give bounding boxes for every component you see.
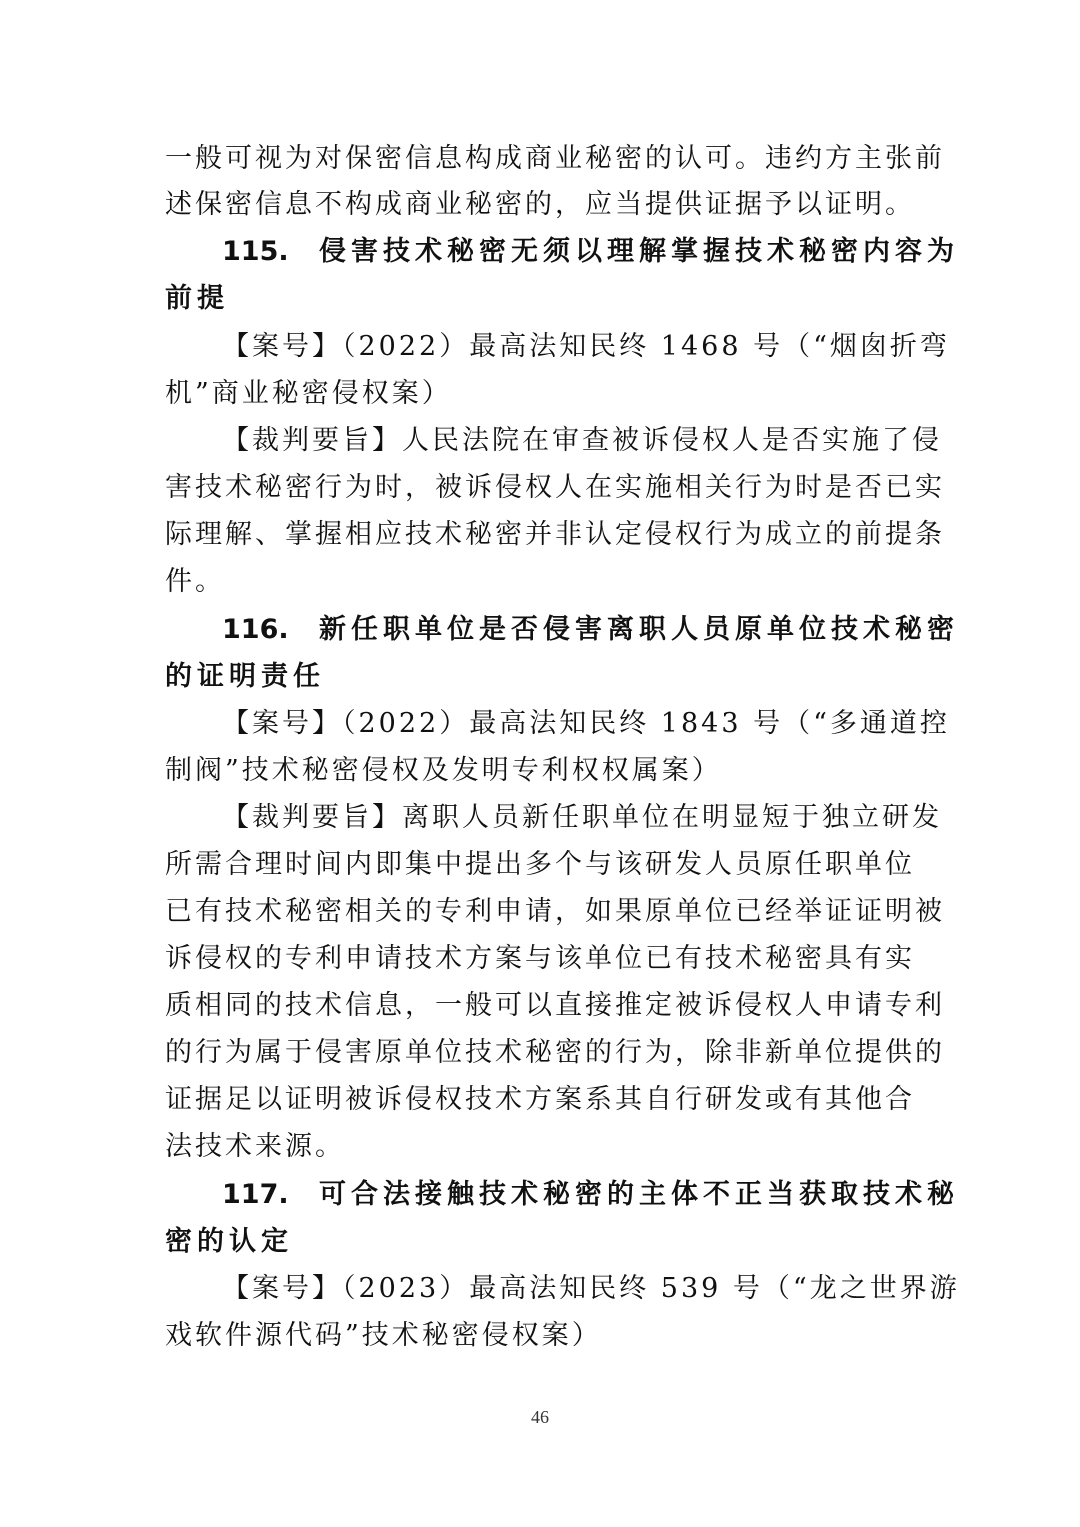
section-heading-115 <box>222 229 959 275</box>
section-title-line: 侵害技术秘密无须以理解掌握技术秘密内容为 <box>319 236 959 267</box>
text-line: 一般可视为对保密信息构成商业秘密的认可。违约方主张前 <box>165 143 945 174</box>
section-title-line: 密的认定 <box>165 1226 293 1257</box>
section-title-line: 前提 <box>165 283 229 314</box>
case-number-line: 【案号】（2023）最高法知民终 539 号（“龙之世界游 <box>222 1273 960 1304</box>
section-heading-117 <box>222 1172 959 1218</box>
section-title-line: 可合法接触技术秘密的主体不正当获取技术秘 <box>319 1179 959 1210</box>
ruling-gist-line: 【裁判要旨】离职人员新任职单位在明显短于独立研发 <box>222 802 942 833</box>
case-number-line: 【案号】（2022）最高法知民终 1843 号（“多通道控 <box>222 708 950 739</box>
ruling-gist-line: 的行为属于侵害原单位技术秘密的行为，除非新单位提供的 <box>165 1037 945 1068</box>
ruling-gist-line: 法技术来源。 <box>165 1131 345 1162</box>
ruling-gist-line: 际理解、掌握相应技术秘密并非认定侵权行为成立的前提条 <box>165 519 945 550</box>
section-number: 115. <box>222 236 289 267</box>
ruling-gist-line: 诉侵权的专利申请技术方案与该单位已有技术秘密具有实 <box>165 943 915 974</box>
section-title-line: 新任职单位是否侵害离职人员原单位技术秘密 <box>319 614 959 645</box>
ruling-gist-line: 【裁判要旨】人民法院在审查被诉侵权人是否实施了侵 <box>222 425 942 456</box>
ruling-gist-line: 所需合理时间内即集中提出多个与该研发人员原任职单位 <box>165 849 915 880</box>
case-number-line: 戏软件源代码”技术秘密侵权案） <box>165 1320 602 1351</box>
ruling-gist-line: 已有技术秘密相关的专利申请，如果原单位已经举证证明被 <box>165 896 945 927</box>
ruling-gist-line: 件。 <box>165 566 225 597</box>
section-title-line: 的证明责任 <box>165 661 325 692</box>
case-number-line: 制阀”技术秘密侵权及发明专利权权属案） <box>165 755 722 786</box>
ruling-gist-line: 害技术秘密行为时，被诉侵权人在实施相关行为时是否已实 <box>165 472 945 503</box>
case-number-line: 机”商业秘密侵权案） <box>165 378 452 409</box>
text-line: 述保密信息不构成商业秘密的，应当提供证据予以证明。 <box>165 189 915 220</box>
ruling-gist-line: 质相同的技术信息，一般可以直接推定被诉侵权人申请专利 <box>165 990 945 1021</box>
case-number-line: 【案号】（2022）最高法知民终 1468 号（“烟囱折弯 <box>222 331 950 362</box>
ruling-gist-line: 证据足以证明被诉侵权技术方案系其自行研发或有其他合 <box>165 1084 915 1115</box>
section-number: 116. <box>222 614 289 645</box>
section-heading-116 <box>222 607 959 653</box>
page-number: 46 <box>531 1407 549 1427</box>
section-number: 117. <box>222 1179 289 1210</box>
